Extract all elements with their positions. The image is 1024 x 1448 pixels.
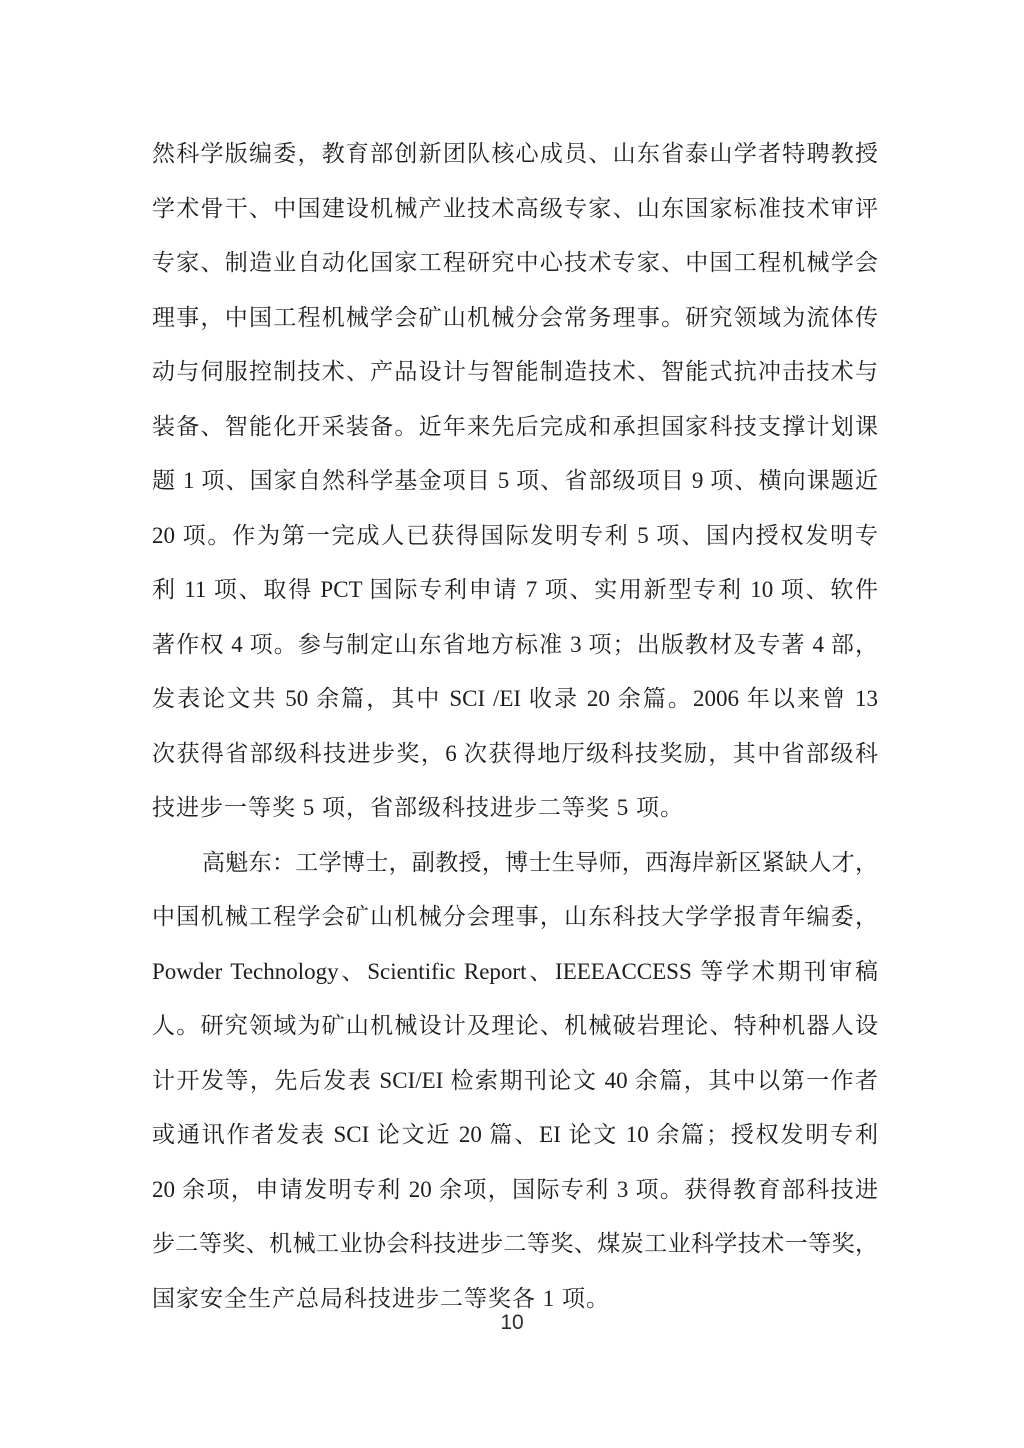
text-line: 题 1 项、国家自然科学基金项目 5 项、省部级项目 9 项、横向课题近	[152, 468, 878, 493]
text-line: 或通讯作者发表 SCI 论文近 20 篇、EI 论文 10 余篇；授权发明专利	[152, 1122, 878, 1147]
text-line: 人。研究领域为矿山机械设计及理论、机械破岩理论、特种机器人设	[152, 1013, 878, 1038]
text-block	[152, 127, 878, 1326]
text-line: 中国机械工程学会矿山机械分会理事，山东科技大学学报青年编委，	[152, 904, 878, 929]
text-line: Powder Technology、Scientific Report、IEEEACCESS 等学术期刊审稿	[152, 958, 878, 984]
text-line: 然科学版编委，教育部创新团队核心成员、山东省泰山学者特聘教授	[152, 141, 878, 166]
text-line: 学术骨干、中国建设机械产业技术高级专家、山东国家标准技术审评	[152, 195, 878, 221]
text-line: 步二等奖、机械工业协会科技进步二等奖、煤炭工业科学技术一等奖，	[152, 1231, 878, 1256]
text-line: 专家、制造业自动化国家工程研究中心技术专家、中国工程机械学会	[152, 250, 878, 275]
text-line: 20 余项，申请发明专利 20 余项，国际专利 3 项。获得教育部科技进	[152, 1176, 878, 1202]
text-line: 次获得省部级科技进步奖，6 次获得地厅级科技奖励，其中省部级科	[152, 740, 878, 766]
text-line: 计开发等，先后发表 SCI/EI 检索期刊论文 40 余篇，其中以第一作者	[152, 1067, 878, 1093]
text-line: 技进步一等奖 5 项，省部级科技进步二等奖 5 项。	[152, 795, 684, 820]
text-line: 高魁东：工学博士，副教授，博士生导师，西海岸新区紧缺人才，	[202, 849, 878, 875]
text-line: 动与伺服控制技术、产品设计与智能制造技术、智能式抗冲击技术与	[152, 359, 878, 384]
text-line: 利 11 项、取得 PCT 国际专利申请 7 项、实用新型专利 10 项、软件	[152, 577, 878, 602]
text-line: 20 项。作为第一完成人已获得国际发明专利 5 项、国内授权发明专	[152, 522, 878, 548]
text-line: 装备、智能化开采装备。近年来先后完成和承担国家科技支撑计划课	[152, 413, 878, 439]
text-line: 著作权 4 项。参与制定山东省地方标准 3 项；出版教材及专著 4 部，	[152, 631, 878, 657]
page-number: 10	[500, 1311, 524, 1334]
text-line: 理事，中国工程机械学会矿山机械分会常务理事。研究领域为流体传	[152, 304, 878, 330]
text-line: 国家安全生产总局科技进步二等奖各 1 项。	[152, 1285, 610, 1311]
text-line: 发表论文共 50 余篇，其中 SCI /EI 收录 20 余篇。2006 年以来曾 13	[152, 686, 878, 711]
